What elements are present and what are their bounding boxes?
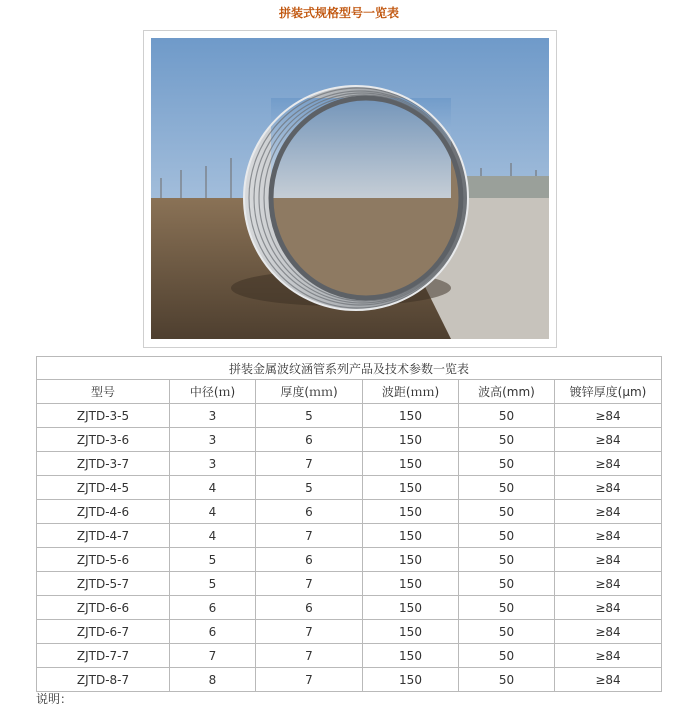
table-header-row (37, 380, 662, 404)
table-cell: ≥84 (555, 668, 662, 692)
table-cell: ≥84 (555, 476, 662, 500)
table-cell: 5 (170, 548, 256, 572)
table-cell: 6 (256, 500, 363, 524)
table-cell: 4 (170, 524, 256, 548)
table-cell: 7 (256, 452, 363, 476)
table-cell: 5 (256, 476, 363, 500)
table-cell: ≥84 (555, 572, 662, 596)
table-cell: 6 (256, 596, 363, 620)
table-cell: 50 (459, 404, 555, 428)
table-cell: 50 (459, 644, 555, 668)
table-cell: 3 (170, 452, 256, 476)
table-cell: 4 (170, 476, 256, 500)
header-cell: 镀锌厚度(μm) (555, 380, 662, 404)
table-cell: ZJTD-4-6 (37, 500, 170, 524)
table-cell: ≥84 (555, 404, 662, 428)
table-cell: ZJTD-5-6 (37, 548, 170, 572)
table-cell: ZJTD-3-7 (37, 452, 170, 476)
table-cell: 7 (256, 644, 363, 668)
table-cell: 150 (363, 404, 459, 428)
table-cell: ≥84 (555, 428, 662, 452)
table-row (37, 644, 662, 668)
table-cell: 50 (459, 524, 555, 548)
table-cell: 4 (170, 500, 256, 524)
table-cell: 50 (459, 572, 555, 596)
table-row (37, 476, 662, 500)
table-row (37, 596, 662, 620)
table-cell: ≥84 (555, 548, 662, 572)
table-cell: 50 (459, 548, 555, 572)
header-cell: 中径(ｍ) (170, 380, 256, 404)
table-cell: 150 (363, 428, 459, 452)
table-cell: 50 (459, 428, 555, 452)
table-cell: ZJTD-8-7 (37, 668, 170, 692)
header-cell: 厚度(ｍｍ) (256, 380, 363, 404)
table-cell: 150 (363, 476, 459, 500)
table-cell: 150 (363, 644, 459, 668)
table-cell: ZJTD-6-7 (37, 620, 170, 644)
table-row (37, 620, 662, 644)
table-cell: 150 (363, 596, 459, 620)
table-cell: 150 (363, 548, 459, 572)
table-cell: ≥84 (555, 644, 662, 668)
spec-table-wrapper (36, 356, 662, 692)
table-cell: 3 (170, 404, 256, 428)
table-cell: 8 (170, 668, 256, 692)
table-cell: 6 (170, 620, 256, 644)
table-cell: 50 (459, 476, 555, 500)
table-cell: 7 (256, 572, 363, 596)
table-cell: ≥84 (555, 620, 662, 644)
table-cell: ZJTD-4-7 (37, 524, 170, 548)
table-cell: 150 (363, 452, 459, 476)
table-cell: 50 (459, 596, 555, 620)
table-cell: 50 (459, 668, 555, 692)
table-cell: 6 (256, 548, 363, 572)
table-cell: ≥84 (555, 452, 662, 476)
header-cell: 型号 (37, 380, 170, 404)
table-cell: 150 (363, 524, 459, 548)
table-row (37, 572, 662, 596)
table-cell: ZJTD-3-5 (37, 404, 170, 428)
page-title: 拼装式规格型号一览表 (278, 6, 399, 20)
corrugated-pipe-photo (151, 38, 549, 339)
table-cell: 150 (363, 620, 459, 644)
table-cell: 7 (256, 620, 363, 644)
table-row (37, 524, 662, 548)
table-caption: 拼装金属波纹涵管系列产品及技术参数一览表 (37, 357, 662, 380)
table-cell: 150 (363, 572, 459, 596)
table-cell: ≥84 (555, 596, 662, 620)
photo-frame (143, 30, 557, 348)
table-row (37, 668, 662, 692)
table-cell: 50 (459, 500, 555, 524)
table-cell: 7 (256, 524, 363, 548)
table-cell: 6 (170, 596, 256, 620)
table-row (37, 428, 662, 452)
table-cell: 50 (459, 620, 555, 644)
table-row (37, 404, 662, 428)
table-cell: ≥84 (555, 500, 662, 524)
table-cell: 3 (170, 428, 256, 452)
table-cell: ≥84 (555, 524, 662, 548)
header-cell: 波距(ｍｍ) (363, 380, 459, 404)
table-cell: 5 (170, 572, 256, 596)
table-cell: ZJTD-7-7 (37, 644, 170, 668)
header-cell: 波高(mm) (459, 380, 555, 404)
table-cell: ZJTD-4-5 (37, 476, 170, 500)
table-cell: ZJTD-3-6 (37, 428, 170, 452)
table-cell: 6 (256, 428, 363, 452)
note-label: 说明： (36, 692, 73, 706)
table-cell: ZJTD-6-6 (37, 596, 170, 620)
table-cell: ZJTD-5-7 (37, 572, 170, 596)
table-row (37, 548, 662, 572)
table-row (37, 452, 662, 476)
table-cell: 7 (256, 668, 363, 692)
table-cell: 150 (363, 500, 459, 524)
table-row (37, 500, 662, 524)
table-cell: 5 (256, 404, 363, 428)
table-cell: 7 (170, 644, 256, 668)
spec-table (36, 356, 662, 692)
table-cell: 150 (363, 668, 459, 692)
table-cell: 50 (459, 452, 555, 476)
